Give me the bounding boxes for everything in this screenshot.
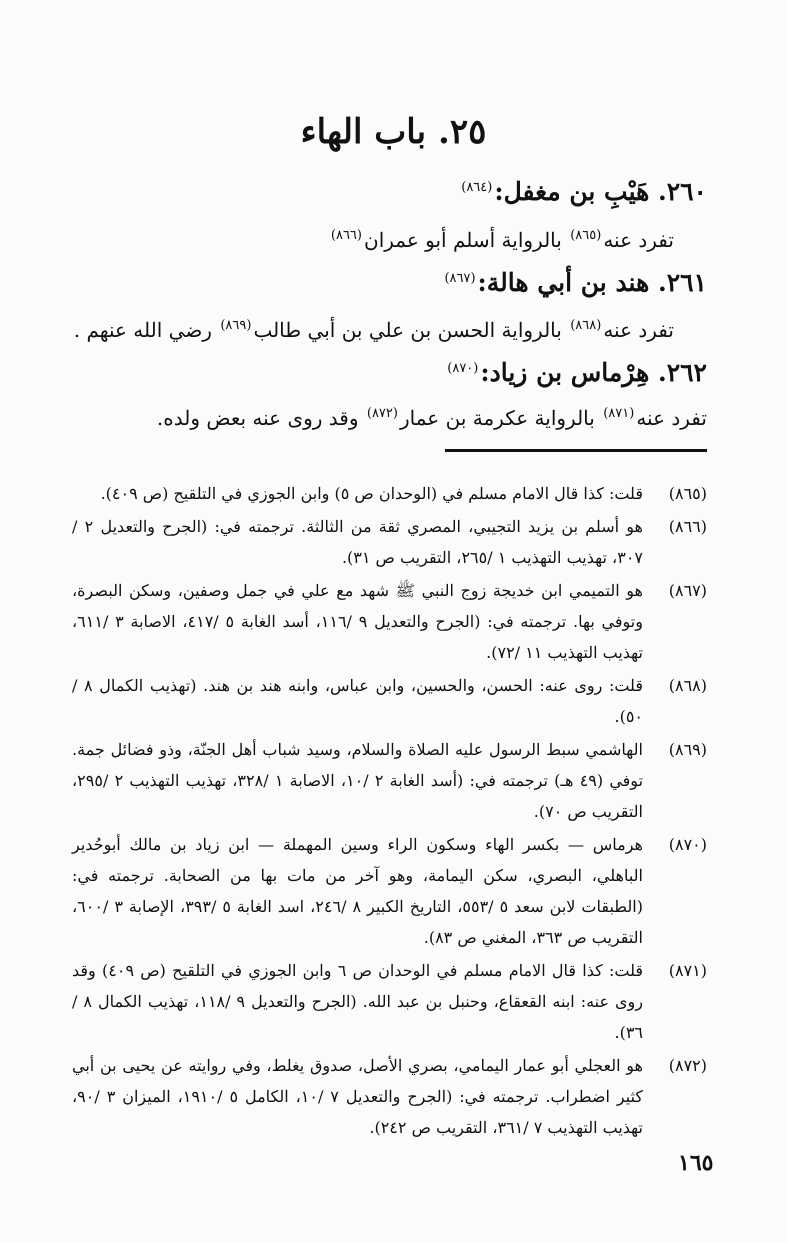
entry-body-text: تفرد عنه (603, 228, 674, 252)
entry-heading-262 (70, 358, 707, 387)
entry-body-text: بالرواية عكرمة بن عمار (399, 406, 602, 430)
footnote-ref: (٨٧١) (603, 406, 635, 422)
entry-heading-text: ٢٦٢. هِرْماس بن زياد: (480, 358, 707, 387)
footnote-ref: (٨٧٠) (447, 360, 479, 376)
entry-heading-261 (70, 268, 707, 297)
entry-body-text: وقد روى عنه بعض ولده. (156, 406, 365, 430)
footnote-872 (72, 1050, 707, 1143)
entry-body-text: تفرد عنه (636, 406, 707, 430)
footnote-868 (72, 670, 707, 732)
footnote-text: قلت: كذا قال الامام مسلم في الوحدان ص ٦ وابن الجوزي في التلقيح (ص ٤٠٩) وقد روى عنه: ابنه القعقاع، وحنبل بن عبد الله. (الجرح والتعديل ٩ /١١٨، تهذيب الكمال ٨ /٣٦). (72, 961, 644, 1042)
footnote-870 (72, 829, 707, 953)
footnote-869 (72, 734, 707, 827)
footnote-ref: (٨٦٨) (570, 318, 602, 334)
entry-body-261 (60, 318, 674, 342)
footnote-separator (445, 449, 707, 452)
entry-body-text: بالرواية أسلم أبو عمران (364, 228, 569, 252)
footnote-text: قلت: روى عنه: الحسن، والحسين، وابن عباس، وابنه هند بن هند. (تهذيب الكمال ٨ /٥٠). (72, 676, 643, 726)
footnote-867 (72, 575, 707, 668)
footnote-number: (٨٦٦) (668, 517, 707, 536)
footnote-ref: (٨٦٦) (330, 228, 362, 244)
footnote-ref: (٨٦٤) (461, 179, 493, 195)
footnote-865 (72, 478, 707, 509)
footnote-text: قلت: كذا قال الامام مسلم في (الوحدان ص ٥) وابن الجوزي في التلقيح (ص ٤٠٩). (100, 484, 643, 503)
footnotes (72, 478, 707, 1145)
footnote-text: الهاشمي سبط الرسول عليه الصلاة والسلام، وسيد شباب أهل الجنّة، وذو فضائل جمة. توفي (٤٩ هـ) ترجمته في: (أسد الغابة ٢ /١٠، الاصابة ١ /٣٢٨، تهذيب التهذيب ٢ /٢٩٥، التقريب ص ٧٠). (72, 740, 644, 821)
footnote-ref: (٨٧٢) (366, 406, 398, 422)
footnote-text: هو التميمي ابن خديجة زوج النبي ﷺ شهد مع علي في جمل وصفين، وسكن البصرة، وتوفي بها. ترجمته في: (الجرح والتعديل ٩ /١١٦، أسد الغابة ٥ /٤١٧، الاصابة ٣ /٦١١، تهذيب التهذيب ١١ /٧٢). (72, 581, 643, 662)
footnote-text: هرماس — بكسر الهاء وسكون الراء وسين المهملة — ابن زياد بن مالك أبوحُدير الباهلي، البصري، سكن اليمامة، وهو آخر من مات بها من الصحابة. ترجمته في: (الطبقات لابن سعد ٥ /٥٥٣، التاريخ الكبير ٨ /٢٤٦، اسد الغابة ٥ /٣٩٣، الإصابة ٣ /٦٠٠، التقريب ص ٣٦٣، المغني ص ٨٣). (72, 835, 643, 947)
footnote-text: هو العجلي أبو عمار اليمامي، بصري الأصل، صدوق يغلط، وفي روايته عن يحيى بن أبي كثير اضطراب. ترجمته في: (الجرح والتعديل ٧ /١٠، الكامل ٥ /١٩١٠، الميزان ٣ /٩٠، تهذيب التهذيب ٧ /٣٦١، التقريب ص ٢٤٢). (72, 1056, 643, 1137)
entry-body-text: رضي الله عنهم . (73, 318, 219, 342)
footnote-number: (٨٦٩) (668, 740, 707, 759)
entry-heading-text: ٢٦٠. هَيْبِ بن مغفل: (494, 177, 707, 206)
footnote-871 (72, 955, 707, 1048)
footnote-ref: (٨٦٩) (220, 318, 252, 334)
page-number: ١٦٥ (678, 1150, 714, 1176)
footnote-ref: (٨٦٧) (444, 270, 476, 286)
footnote-number: (٨٦٨) (668, 676, 707, 695)
footnote-number: (٨٧١) (668, 961, 707, 980)
footnote-ref: (٨٦٥) (570, 228, 602, 244)
footnote-number: (٨٦٥) (668, 484, 707, 503)
footnote-text: هو أسلم بن يزيد التجيبي، المصري ثقة من الثالثة. ترجمته في: (الجرح والتعديل ٢ /٣٠٧، تهذيب التهذيب ١ /٢٦٥، التقريب ص ٣١). (72, 517, 643, 567)
entry-body-260 (60, 228, 674, 252)
entry-heading-text: ٢٦١. هند بن أبي هالة: (477, 268, 707, 297)
entry-heading-260 (70, 177, 707, 206)
entry-body-text: تفرد عنه (603, 318, 674, 342)
chapter-title: ٢٥. باب الهاء (300, 112, 487, 152)
footnote-866 (72, 511, 707, 573)
entry-body-262 (60, 406, 707, 430)
entry-body-text: بالرواية الحسن بن علي بن أبي طالب (253, 318, 569, 342)
footnote-number: (٨٦٧) (668, 581, 707, 600)
footnote-number: (٨٧٠) (668, 835, 707, 854)
footnote-number: (٨٧٢) (668, 1056, 707, 1075)
